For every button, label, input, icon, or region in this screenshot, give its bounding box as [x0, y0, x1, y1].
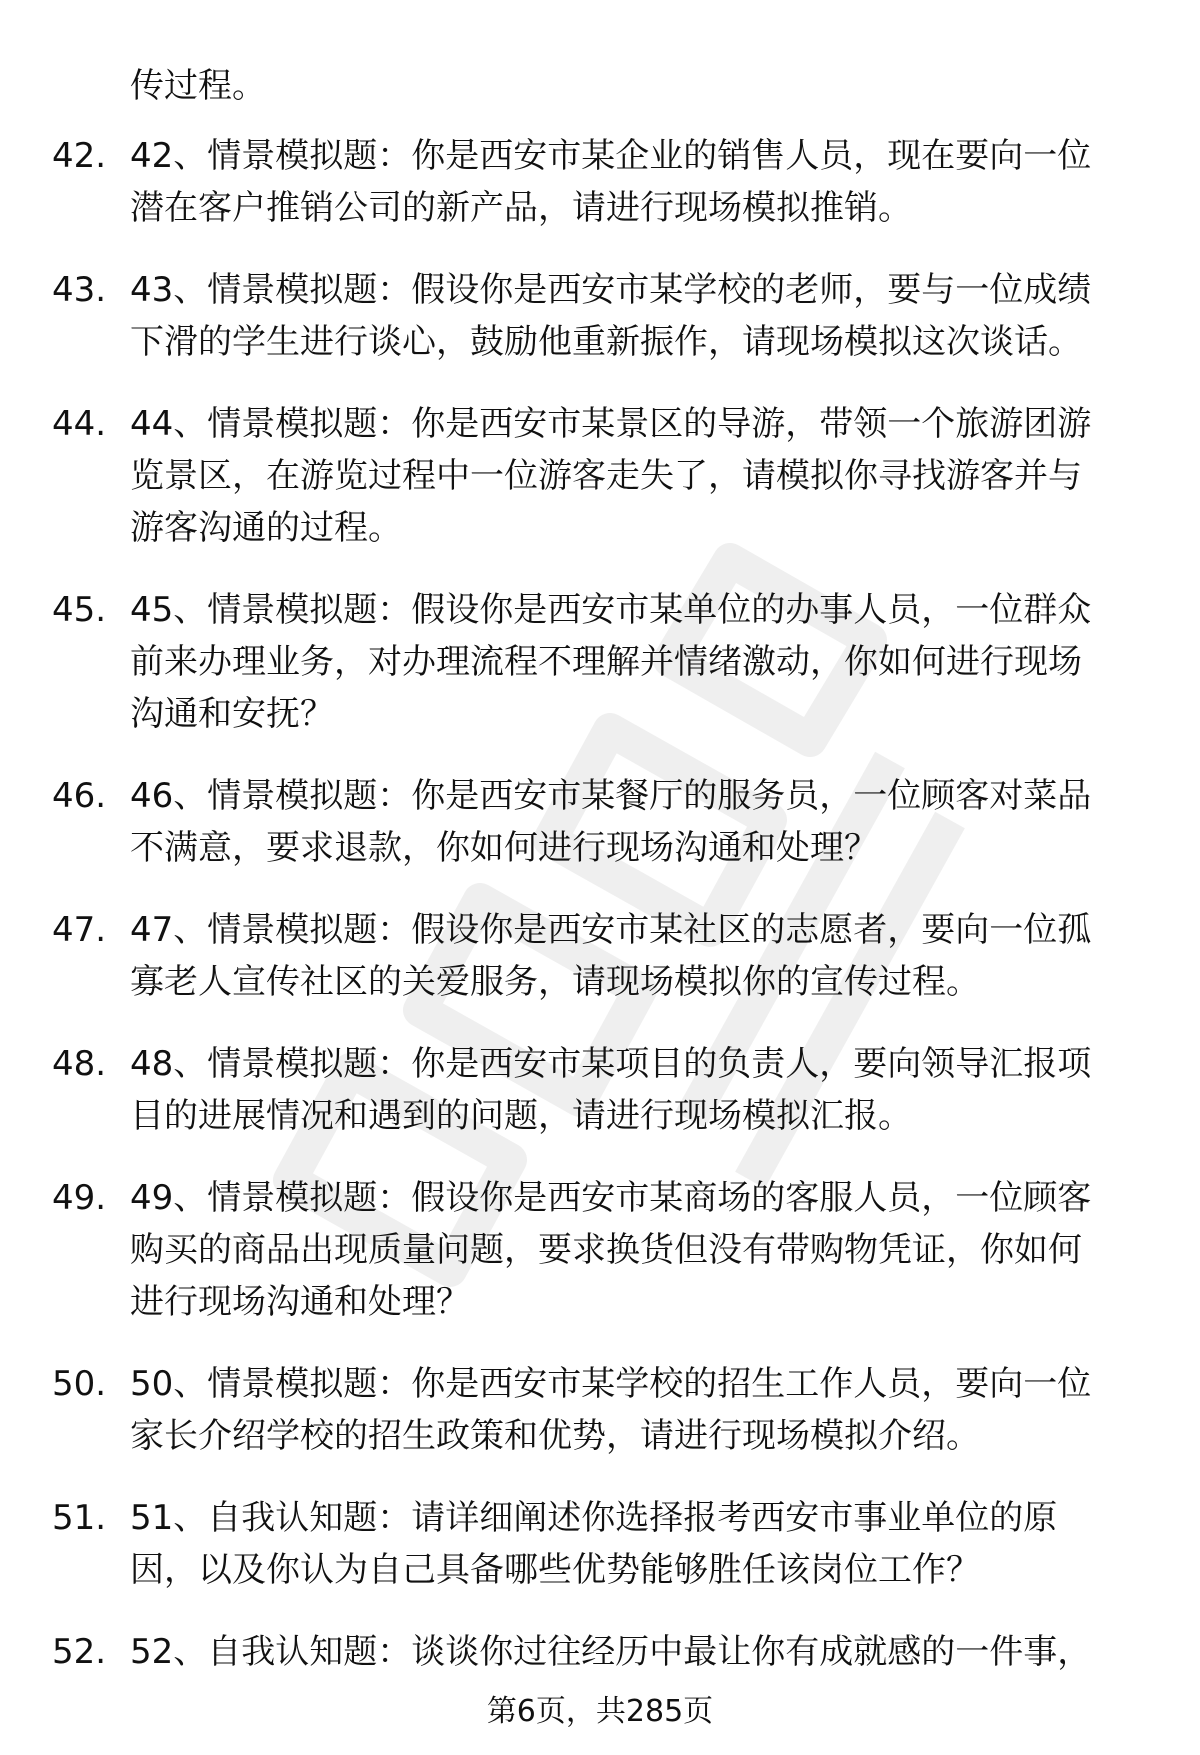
question-text [130, 904, 1150, 1008]
question-text [130, 130, 1150, 234]
question-text-line: 44、情景模拟题：你是西安市某景区的导游，带领一个旅游团游 [130, 404, 1092, 444]
question-text [130, 584, 1150, 740]
question-text-line: 52、自我认知题：谈谈你过往经历中最让你有成就感的一件事， [130, 1632, 1092, 1672]
question-text-line: 沟通和安抚？ [130, 694, 334, 734]
question-number: 46. [52, 776, 107, 816]
question-text [130, 398, 1150, 554]
question-number: 52. [52, 1632, 107, 1672]
question-text-line: 不满意，要求退款，你如何进行现场沟通和处理？ [130, 828, 878, 868]
question-text [130, 1358, 1150, 1462]
question-number: 45. [52, 590, 107, 630]
question-text [130, 1172, 1150, 1328]
question-text-line: 51、自我认知题：请详细阐述你选择报考西安市事业单位的原 [130, 1498, 1058, 1538]
question-text-line: 47、情景模拟题：假设你是西安市某社区的志愿者，要向一位孤 [130, 910, 1092, 950]
question-text [130, 770, 1150, 874]
question-text [130, 264, 1150, 368]
question-text [130, 1038, 1150, 1142]
question-number: 47. [52, 910, 107, 950]
question-text-line: 因，以及你认为自己具备哪些优势能够胜任该岗位工作？ [130, 1550, 980, 1590]
question-text-line: 43、情景模拟题：假设你是西安市某学校的老师，要与一位成绩 [130, 270, 1092, 310]
question-number: 48. [52, 1044, 107, 1084]
continued-text-fragment: 传过程。 [130, 66, 266, 106]
question-number: 49. [52, 1178, 107, 1218]
question-text-line: 46、情景模拟题：你是西安市某餐厅的服务员，一位顾客对菜品 [130, 776, 1092, 816]
question-text-line: 寡老人宣传社区的关爱服务，请现场模拟你的宣传过程。 [130, 962, 980, 1002]
question-text-line: 潜在客户推销公司的新产品，请进行现场模拟推销。 [130, 188, 912, 228]
question-text-line: 下滑的学生进行谈心，鼓励他重新振作，请现场模拟这次谈话。 [130, 322, 1082, 362]
page-number-footer: 第6页，共285页 [486, 1694, 714, 1729]
question-text-line: 48、情景模拟题：你是西安市某项目的负责人，要向领导汇报项 [130, 1044, 1092, 1084]
question-number: 42. [52, 136, 107, 176]
question-number: 43. [52, 270, 107, 310]
question-text-line: 45、情景模拟题：假设你是西安市某单位的办事人员，一位群众 [130, 590, 1092, 630]
question-text-line: 42、情景模拟题：你是西安市某企业的销售人员，现在要向一位 [130, 136, 1092, 176]
question-number: 44. [52, 404, 107, 444]
question-text-line: 前来办理业务，对办理流程不理解并情绪激动，你如何进行现场 [130, 642, 1082, 682]
question-number: 51. [52, 1498, 107, 1538]
question-text-line: 目的进展情况和遇到的问题，请进行现场模拟汇报。 [130, 1096, 912, 1136]
question-text [130, 1492, 1150, 1596]
question-text-line: 进行现场沟通和处理？ [130, 1282, 470, 1322]
question-text [130, 1626, 1150, 1678]
question-number: 50. [52, 1364, 107, 1404]
question-text-line: 家长介绍学校的招生政策和优势，请进行现场模拟介绍。 [130, 1416, 980, 1456]
question-text-line: 50、情景模拟题：你是西安市某学校的招生工作人员，要向一位 [130, 1364, 1092, 1404]
question-text-line: 49、情景模拟题：假设你是西安市某商场的客服人员，一位顾客 [130, 1178, 1092, 1218]
question-text-line: 游客沟通的过程。 [130, 508, 402, 548]
question-text-line: 览景区，在游览过程中一位游客走失了，请模拟你寻找游客并与 [130, 456, 1082, 496]
question-text-line: 购买的商品出现质量问题，要求换货但没有带购物凭证，你如何 [130, 1230, 1082, 1270]
